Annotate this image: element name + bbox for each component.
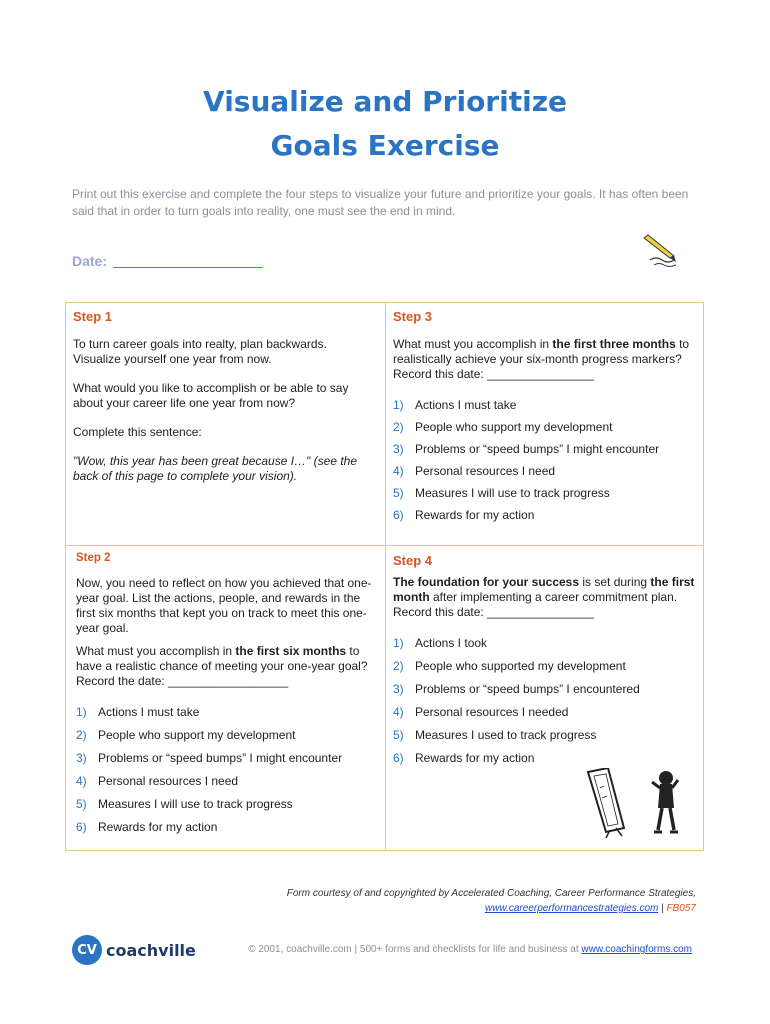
grid-divider-horizontal (66, 545, 703, 546)
list-item: 2) People who support my development (76, 728, 296, 742)
list-item: 1) Actions I took (393, 636, 488, 650)
step-2-section (76, 551, 376, 835)
step-1-paragraph-3: Complete this sentence: (73, 425, 202, 439)
step-3-list (393, 398, 698, 523)
intro-text: Print out this exercise and complete the four steps to visualize your future and prioritize your goals. It has often been said that in order to turn goals into reality, one must see the end in mind. (72, 187, 689, 218)
list-item: 5) Measures I used to track progress (393, 728, 597, 742)
date-label: Date: (72, 253, 108, 269)
list-item: 2) People who support my development (393, 420, 613, 434)
list-item: 4) Personal resources I need (393, 464, 556, 478)
step-2-paragraph-1: Now, you need to reflect on how you achieved that one-year goal. List the actions, people, and rewards in the first six months that kept you on track to meet this one-year goal. (76, 576, 372, 635)
step-1-paragraph-1: To turn career goals into realty, plan backwards. Visualize yourself one year from now. (73, 337, 327, 366)
step-4-list (393, 636, 698, 766)
step-2-paragraph-2: What must you accomplish in the first six months to have a realistic chance of meeting your one-year goal? Record the date: __________________ (76, 644, 368, 688)
credit-text: Form courtesy of and copyrighted by Accelerated Coaching, Career Performance Strategies, (286, 888, 696, 899)
step-1-paragraph-2: What would you like to accomplish or be able to say about your career life one year from now? (73, 381, 349, 410)
list-item: 5) Measures I will use to track progress (393, 486, 610, 500)
footer-credit (287, 886, 696, 916)
list-item: 3) Problems or “speed bumps” I might encounter (393, 442, 660, 456)
mirror-figure-illustration (580, 768, 690, 840)
copyright-text: © 2001, coachville.com | 500+ forms and checklists for life and business at (248, 944, 582, 955)
logo-text: coachville (106, 940, 196, 960)
step-3-section (393, 309, 698, 523)
step-3-heading: Step 3 (393, 309, 433, 324)
pencil-writing-icon (640, 230, 684, 270)
step-4-section (393, 553, 698, 766)
coachingforms-link[interactable]: www.coachingforms.com (581, 944, 692, 955)
list-item: 2) People who supported my development (393, 659, 626, 673)
list-item: 5) Measures I will use to track progress (76, 797, 293, 811)
list-item: 4) Personal resources I need (76, 774, 239, 788)
date-field[interactable] (72, 253, 263, 269)
form-code: FB057 (666, 903, 696, 914)
list-item: 3) Problems or “speed bumps” I encountered (393, 682, 640, 696)
date-blank-line[interactable] (113, 253, 263, 268)
step-1-paragraph-4: "Wow, this year has been great because I…" (see the back of this page to complete your vision). (73, 454, 358, 483)
list-item: 6) Rewards for my action (393, 751, 535, 765)
list-item: 4) Personal resources I needed (393, 705, 569, 719)
list-item: 1) Actions I must take (76, 705, 200, 719)
step-1-section (73, 309, 373, 484)
credit-url-link[interactable]: www.careerperformancestrategies.com (484, 903, 659, 914)
title-line-1: Visualize and Prioritize (203, 85, 567, 118)
step-2-list (76, 705, 376, 835)
step-2-heading: Step 2 (76, 552, 111, 564)
list-item: 3) Problems or “speed bumps” I might encounter (76, 751, 343, 765)
title-line-2: Goals Exercise (270, 129, 500, 162)
logo-mark: CV (72, 935, 102, 965)
step-1-heading: Step 1 (73, 309, 113, 324)
step-4-paragraph: The foundation for your success is set during the first month after implementing a career commitment plan. Record this date: ________________ (393, 575, 695, 619)
list-item: 1) Actions I must take (393, 398, 517, 412)
grid-divider-vertical (385, 303, 386, 850)
credit-separator: | (658, 903, 667, 914)
coachville-logo (72, 935, 196, 965)
list-item: 6) Rewards for my action (76, 820, 218, 834)
list-item: 6) Rewards for my action (393, 508, 535, 522)
step-4-heading: Step 4 (393, 553, 433, 568)
page-title (0, 80, 770, 168)
step-3-paragraph: What must you accomplish in the first three months to realistically achieve your six-month progress markers? Record this date: ________________ (393, 337, 690, 381)
copyright-line (248, 944, 692, 955)
